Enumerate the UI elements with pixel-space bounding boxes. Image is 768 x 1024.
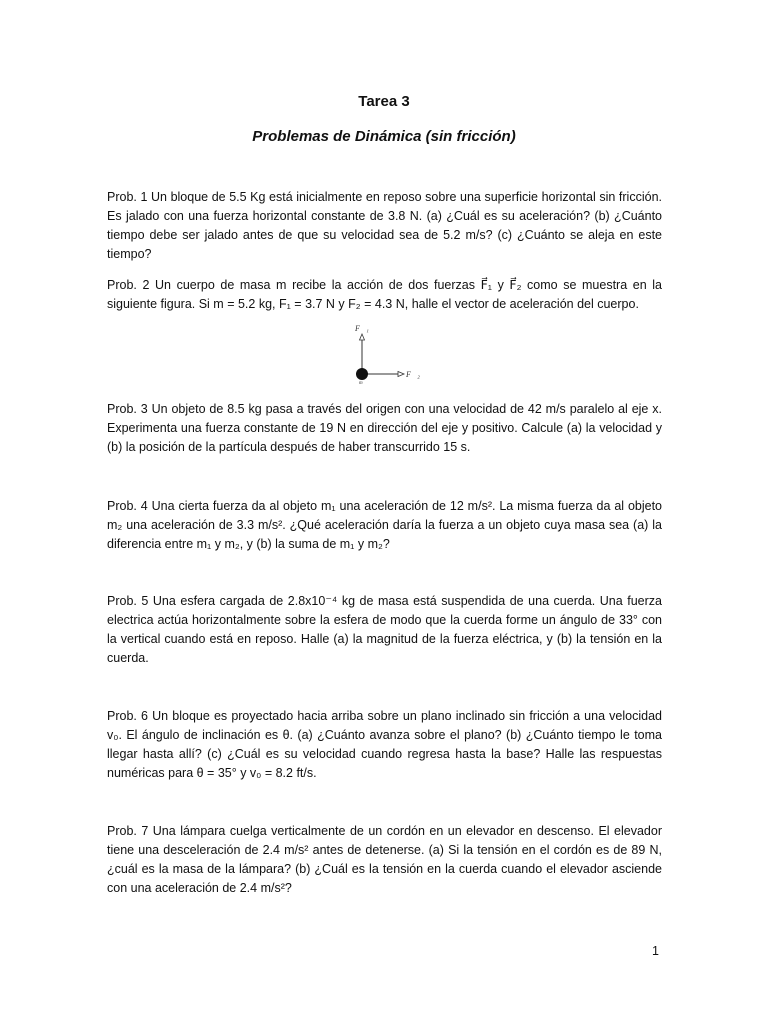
f1-arrowhead bbox=[360, 334, 365, 340]
problem-1: Prob. 1 Un bloque de 5.5 Kg está inicialmente en reposo sobre una superficie horizontal sin fricción. Es jalado con una fuerza horizontal constante de 3.8 N. (a) ¿Cuál es su aceleración? (b) ¿Cuánto tiempo debe ser jalado antes de que su velocidad sea de 5.2 m/s? (c) ¿Cuánto se aleja en este tiempo? bbox=[107, 190, 662, 261]
page-number: 1 bbox=[652, 944, 659, 958]
mass-label: m bbox=[359, 381, 363, 384]
problem-6: Prob. 6 Un bloque es proyectado hacia arriba sobre un plano inclinado sin fricción a una velocidad v₀. El ángulo de inclinación es θ. (a) ¿Cuánto avanza sobre el plano? (b) ¿Cuánto tiempo le toma llegar hasta allí? (c) ¿Cuál es su velocidad cuando regresa hasta la base? Halle las respuestas numéricas para θ = 35° y v₀ = 8.2 ft/s. bbox=[107, 709, 662, 780]
f1-label: F⃗₁ bbox=[355, 324, 369, 333]
problem-5: Prob. 5 Una esfera cargada de 2.8x10⁻⁴ kg de masa está suspendida de una cuerda. Una fuerza electrica actúa horizontalmente sobre la esfera de modo que la cuerda forme un ángulo de 33° con la vertical cuando está en reposo. Halle (a) la magnitud de la fuerza eléctrica, y (b) la tensión en la cuerda. bbox=[107, 594, 662, 665]
problem-4: Prob. 4 Una cierta fuerza da al objeto m₁ una aceleración de 12 m/s². La misma fuerza da al objeto m₂ una aceleración de 3.3 m/s². ¿Qué aceleración daría la fuerza a un objeto cuya masa sea (a) la diferencia entre m₁ y m₂, y (b) la suma de m₁ y m₂? bbox=[107, 499, 662, 551]
f2-arrowhead bbox=[398, 372, 404, 377]
problem-3: Prob. 3 Un objeto de 8.5 kg pasa a través del origen con una velocidad de 42 m/s paralelo al eje x. Experimenta una fuerza constante de 19 N en dirección del eje y positivo. Calcule (a) la velocidad y (b) la posición de la partícula después de haber transcurrido 15 s. bbox=[107, 402, 662, 454]
force-diagram bbox=[340, 322, 430, 384]
problem-2: Prob. 2 Un cuerpo de masa m recibe la acción de dos fuerzas F⃗₁ y F⃗₂ como se muestra en la siguiente figura. Si m = 5.2 kg, F₁ = 3.7 N y F₂ = 4.3 N, halle el vector de aceleración del cuerpo. bbox=[107, 278, 662, 311]
mass-sphere bbox=[356, 368, 368, 380]
problem-7: Prob. 7 Una lámpara cuelga verticalmente de un cordón en un elevador en descenso. El elevador tiene una desceleración de 2.4 m/s² antes de detenerse. (a) Si la tensión en el cordón es de 89 N, ¿cuál es la masa de la lámpara? (b) ¿Cuál es la tensión en la cuerda cuando el elevador asciende con una aceleración de 2.4 m/s²? bbox=[107, 824, 662, 895]
page-subtitle: Problemas de Dinámica (sin fricción) bbox=[252, 128, 516, 145]
page-title: Tarea 3 bbox=[358, 93, 410, 110]
f2-label: F⃗₂ bbox=[406, 370, 420, 379]
